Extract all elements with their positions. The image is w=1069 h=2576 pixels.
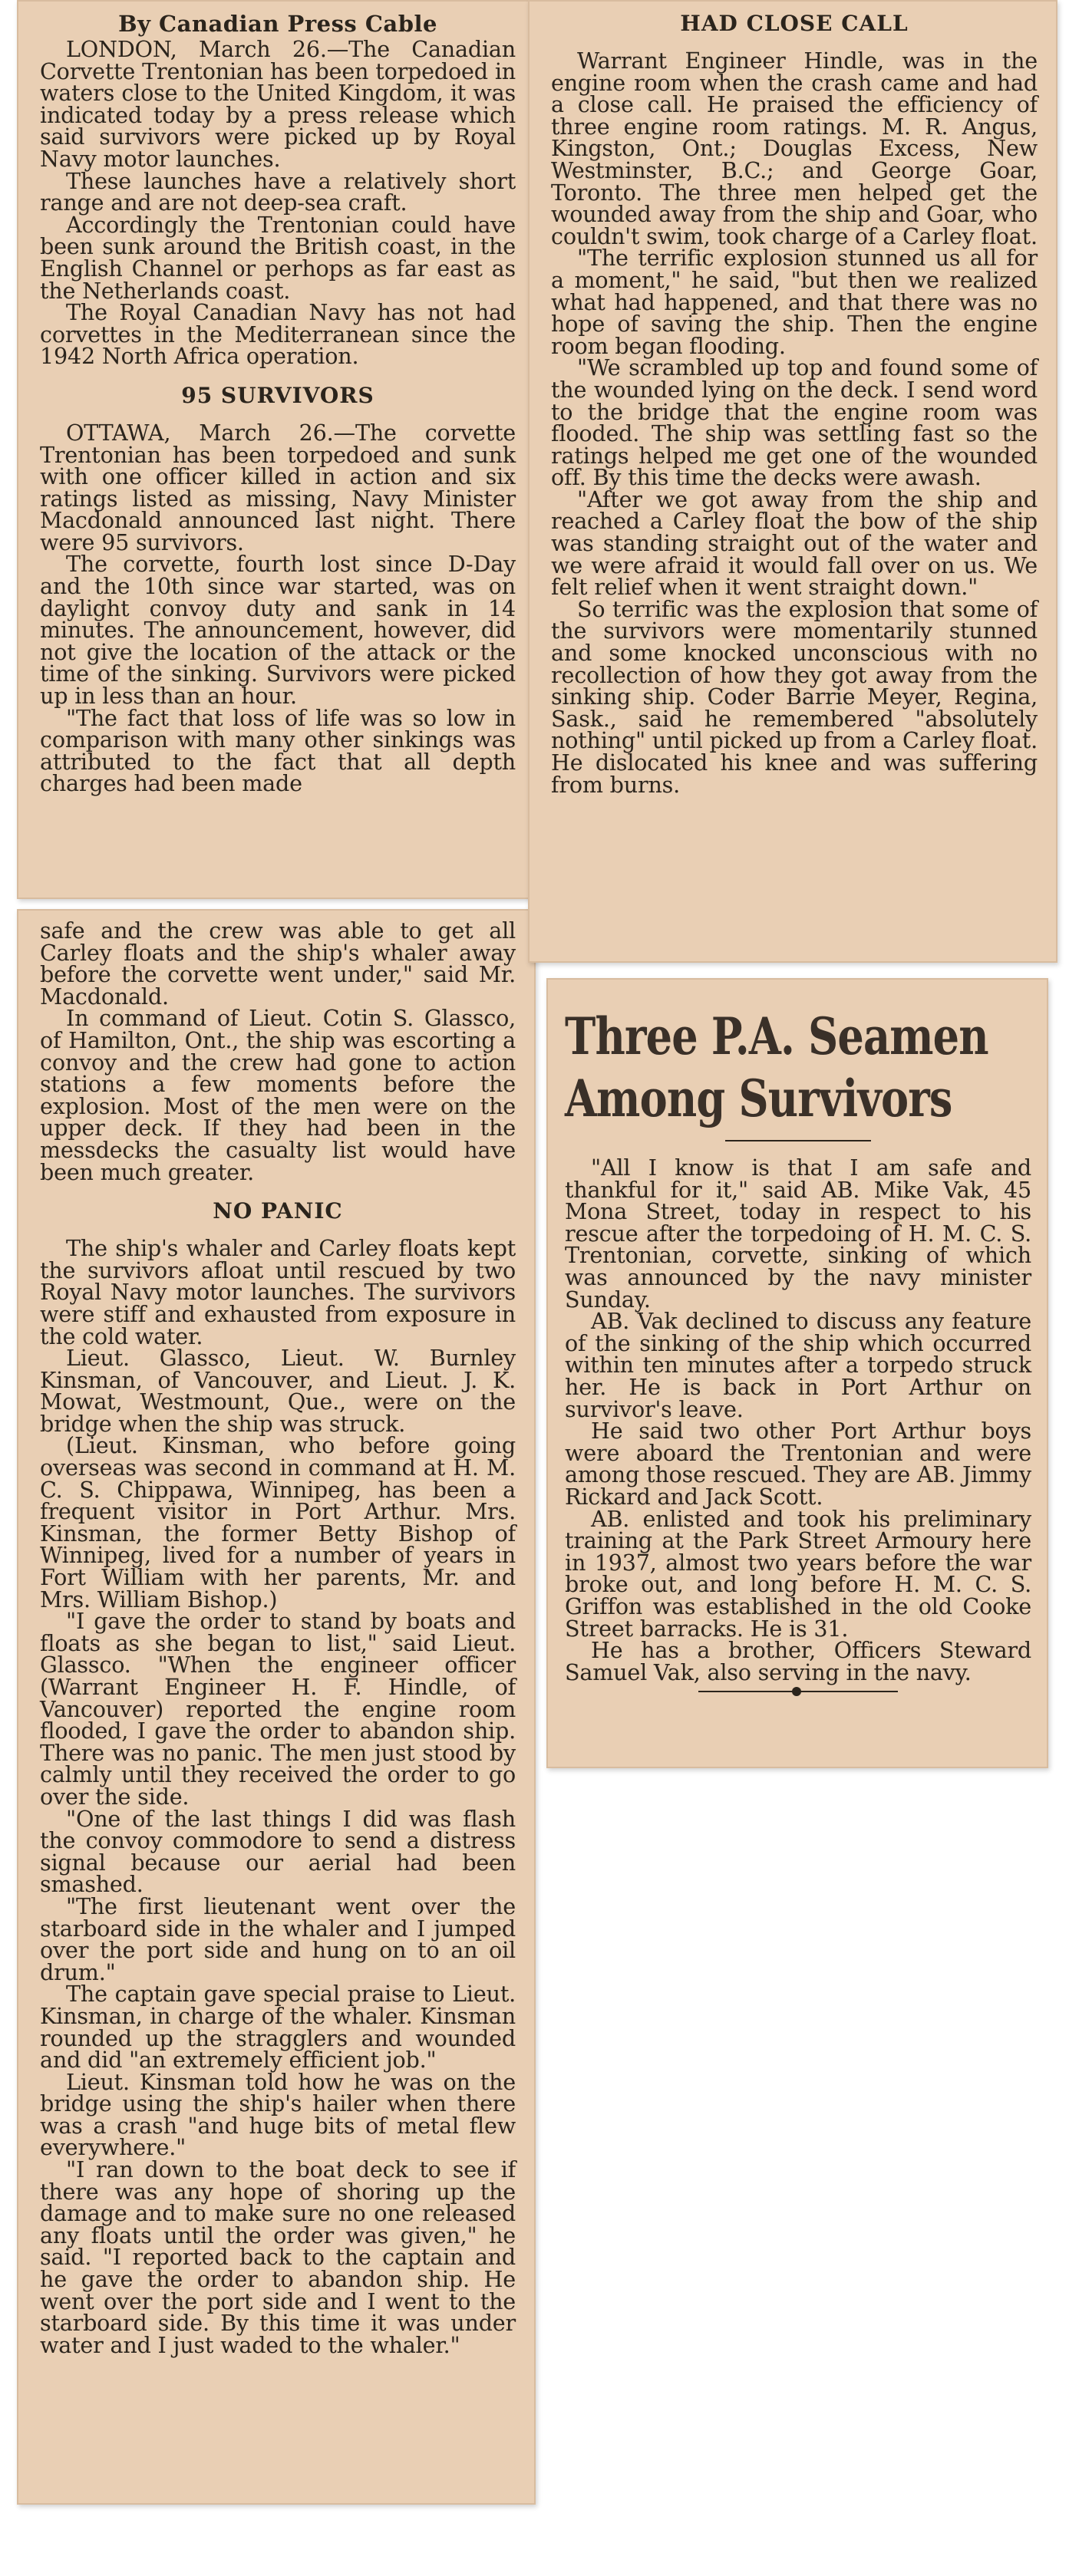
paragraph: AB. Vak declined to discuss any feature of the sinking of the ship which occurred within ten minutes after a torpedo struck her. He is back in Port Arthur on survivor's leave. (565, 1308, 1031, 1422)
clipping-three-pa-seamen (546, 978, 1048, 1768)
paragraph: "The fact that loss of life was so low in comparison with many other sinkings was attributed to the fact that all depth charges had been made (40, 704, 516, 797)
clipping-continued (17, 909, 536, 2505)
paragraph: Accordingly the Trentonian could have been sunk around the British coast, in the English Channel or perhops as far east as the Netherlands coast. (40, 211, 516, 304)
paragraph: AB. enlisted and took his preliminary training at the Park Street Armoury here in 1937, almost two years before the war broke out, and long before H. M. C. S. Griffon was established in the old Cooke Street barracks. He is 31. (565, 1505, 1031, 1642)
paragraph: (Lieut. Kinsman, who before going overseas was second in command at H. M. C. S. Chippawa, Winnipeg, has been a frequent visitor in Port Arthur. Mrs. Kinsman, the former Betty Bishop of Winnipeg, lived for a number of years in Fort William with her parents, Mr. and Mrs. William Bishop.) (40, 1432, 516, 1612)
headline (565, 1006, 988, 1129)
paragraph: "I ran down to the boat deck to see if there was any hope of shoring up the damage and to make sure no one released any floats until the order was given," he said. "I reported back to the captain and he gave the order to abandon ship. He went over the port side and I went to the starboard side. By this time it was under water and I just waded to the whaler." (40, 2156, 516, 2358)
byline: By Canadian Press Cable (118, 11, 437, 37)
paragraph: The ship's whaler and Carley floats kept the survivors afloat until rescued by two Royal Navy motor launches. The survivors were stiff and exhausted from exposure in the cold water. (40, 1235, 516, 1349)
paragraph: These launches have a relatively short range and are not deep-sea craft. (40, 167, 516, 216)
paragraph: So terrific was the explosion that some of the survivors were momentarily stunned and some knocked unconscious with no recollection of how they got away from the sinking ship. Coder Barrie Meyer, Regina, Sask., said he remembered "absolutely nothing" until picked up from a Carley float. He dislocated his knee and was suffering from burns. (551, 595, 1038, 798)
paragraph: In command of Lieut. Cotin S. Glassco, of Hamilton, Ont., the ship was escorting a convoy and the crew had gone to action stations a few moments before the explosion. Most of the men were on the upper deck. If they had been in the messdecks the casualty list would have been much greater. (40, 1005, 516, 1185)
paragraph: "The first lieutenant went over the starboard side in the whaler and I jumped over the port side and hung on to an oil drum." (40, 1892, 516, 1985)
paragraph: LONDON, March 26.—The Canadian Corvette Trentonian has been torpedoed in waters close to the United Kingdom, it was indicated today by a press release which said survivors were picked up by Royal Navy motor launches. (40, 36, 516, 172)
headline-line-1: Three P.A. Seamen (565, 1006, 988, 1066)
subhead-had-close-call: HAD CLOSE CALL (680, 11, 909, 36)
clipping-canadian-press (17, 0, 536, 899)
paragraph: The corvette, fourth lost since D-Day and the 10th since war started, was on daylight convoy duty and sank in 14 minutes. The announcement, however, did not give the location of the attack or the time of the sinking. Survivors were picked up in less than an hour. (40, 551, 516, 710)
clipping-had-close-call (528, 0, 1057, 963)
subhead-no-panic: NO PANIC (213, 1198, 343, 1224)
paragraph: The captain gave special praise to Lieut. Kinsman, in charge of the whaler. Kinsman rounded up the stragglers and wounded and did "an extremely efficient job." (40, 1981, 516, 2074)
paragraph: OTTAWA, March 26.—The corvette Trentonian has been torpedoed and sunk with one officer killed in action and six ratings listed as missing, Navy Minister Macdonald announced last night. There were 95 survivors. (40, 419, 516, 555)
paragraph: He said two other Port Arthur boys were aboard the Trentonian and were among those rescued. They are AB. Jimmy Rickard and Jack Scott. (565, 1418, 1031, 1510)
subhead-survivors: 95 SURVIVORS (181, 382, 374, 408)
headline-line-2: Among Survivors (565, 1068, 952, 1128)
paragraph: "One of the last things I did was flash the convoy commodore to send a distress signal because our aerial had been smashed. (40, 1805, 516, 1898)
paragraph: Warrant Engineer Hindle, was in the engine room when the crash came and had a close call. He praised the efficiency of three engine room ratings. M. R. Angus, Kingston, Ont.; Douglas Excess, New Westminster, B.C.; and George Goar, Toronto. The three men helped get the wounded away from the ship and Goar, who couldn't swim, took charge of a Carley float. (551, 48, 1038, 249)
paragraph: safe and the crew was able to get all Carley floats and the ship's whaler away before the corvette went under," said Mr. Macdonald. (40, 917, 516, 1010)
end-mark (698, 1691, 898, 1692)
paragraph: "The terrific explosion stunned us all for a moment," he said, "but then we realized what had happened, and that there was no hope of saving the ship. Then the engine room began flooding. (551, 245, 1038, 359)
paragraph: "After we got away from the ship and reached a Carley float the bow of the ship was standing straight out of the water and we were afraid it would fall over on us. We felt relief when it went straight down." (551, 486, 1038, 601)
paragraph: "I gave the order to stand by boats and floats as she began to list," said Lieut. Glassco. "When the engineer officer (Warrant Engineer H. F. Hindle, of Vancouver) reported the engine room flooded, I gave the order to abandon ship. There was no panic. The men just stood by calmly until they received the order to go over the side. (40, 1608, 516, 1810)
paragraph: He has a brother, Officers Steward Samuel Vak, also serving in the navy. (565, 1637, 1031, 1685)
paragraph: The Royal Canadian Navy has not had corvettes in the Mediterranean since the 1942 North Africa operation. (40, 299, 516, 370)
paragraph: Lieut. Kinsman told how he was on the bridge using the ship's hailer when there was a crash "and huge bits of metal flew everywhere." (40, 2068, 516, 2161)
paragraph: Lieut. Glassco, Lieut. W. Burnley Kinsman, of Vancouver, and Lieut. J. K. Mowat, Westmount, Que., were on the bridge when the ship was struck. (40, 1345, 516, 1437)
paragraph: "All I know is that I am safe and thankful for it," said AB. Mike Vak, 45 Mona Street, today in respect to his rescue after the torpedoing of H. M. C. S. Trentonian, corvette, sinking of which was announced by the navy minister Sunday. (565, 1155, 1031, 1313)
paragraph: "We scrambled up top and found some of the wounded lying on the deck. I send word to the bridge that the engine room was flooded. The ship was settling fast so the ratings helped me get one of the wounded off. By this time the decks were awash. (551, 354, 1038, 491)
headline-rule (725, 1140, 871, 1141)
